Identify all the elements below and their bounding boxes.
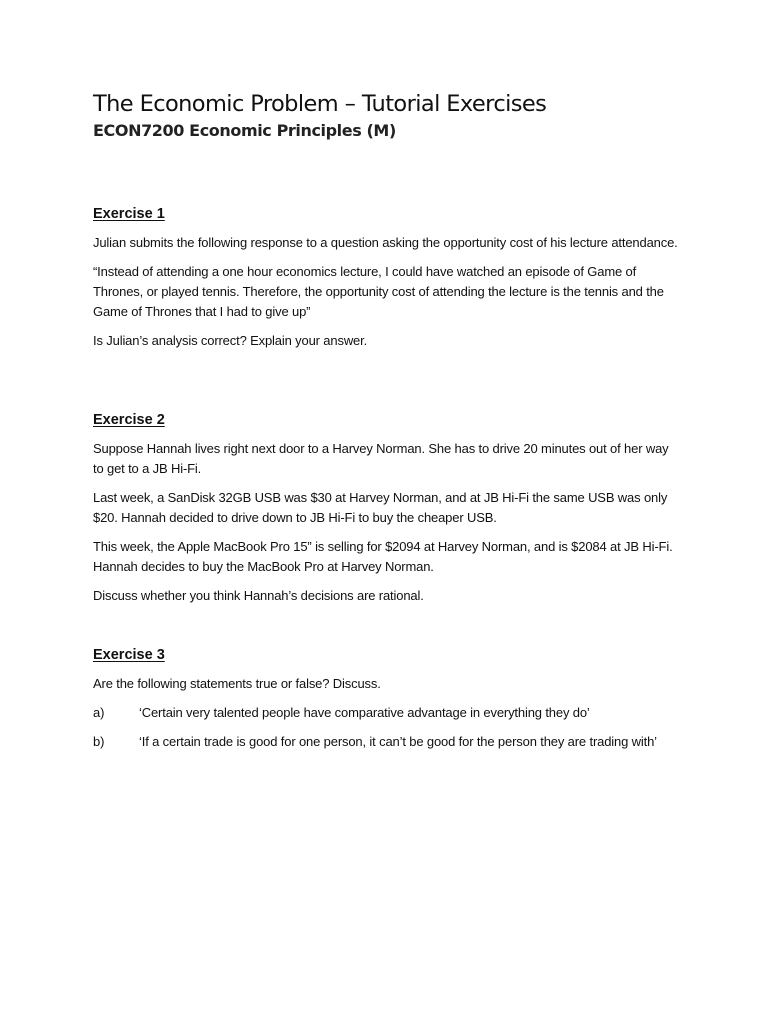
- exercise-2-paragraph: Suppose Hannah lives right next door to a Harvey Norman. She has to drive 20 minutes out of her way to get to a JB Hi-Fi.: [93, 441, 669, 476]
- document-title: The Economic Problem – Tutorial Exercises: [93, 91, 547, 117]
- exercise-2-section: [93, 410, 678, 615]
- list-marker: b): [93, 734, 105, 749]
- exercise-3-heading: Exercise 3: [93, 647, 165, 663]
- exercise-3-section: [93, 645, 678, 761]
- document-page: [93, 88, 678, 749]
- exercise-2-question: Discuss whether you think Hannah’s decisions are rational.: [93, 588, 424, 603]
- list-marker: a): [93, 705, 105, 720]
- exercise-3-paragraph: Are the following statements true or false? Discuss.: [93, 676, 381, 691]
- list-item-text: ‘Certain very talented people have comparative advantage in everything they do’: [139, 705, 590, 720]
- exercise-1-question: Is Julian’s analysis correct? Explain your answer.: [93, 333, 368, 348]
- exercise-2-paragraph: This week, the Apple MacBook Pro 15” is selling for $2094 at Harvey Norman, and is $2084 at JB Hi-Fi. Hannah decides to buy the MacBook Pro at Harvey Norman.: [93, 539, 673, 574]
- exercise-1-section: [93, 204, 678, 360]
- list-item: [93, 732, 678, 752]
- exercise-1-paragraph: Julian submits the following response to a question asking the opportunity cost of his lecture attendance.: [93, 235, 678, 250]
- exercise-2-heading: Exercise 2: [93, 412, 165, 428]
- list-item-text: ‘If a certain trade is good for one person, it can’t be good for the person they are trading with’: [139, 734, 657, 749]
- exercise-1-quote: “Instead of attending a one hour economics lecture, I could have watched an episode of Game of Thrones, or played tennis. Therefore, the opportunity cost of attending the lecture is the tennis and the Game of Thrones that I had to give up”: [93, 264, 664, 319]
- document-subtitle: ECON7200 Economic Principles (M): [93, 121, 396, 140]
- list-item: [93, 703, 678, 723]
- exercise-1-heading: Exercise 1: [93, 206, 165, 222]
- exercise-2-paragraph: Last week, a SanDisk 32GB USB was $30 at Harvey Norman, and at JB Hi-Fi the same USB was only $20. Hannah decided to drive down to JB Hi-Fi to buy the cheaper USB.: [93, 490, 668, 525]
